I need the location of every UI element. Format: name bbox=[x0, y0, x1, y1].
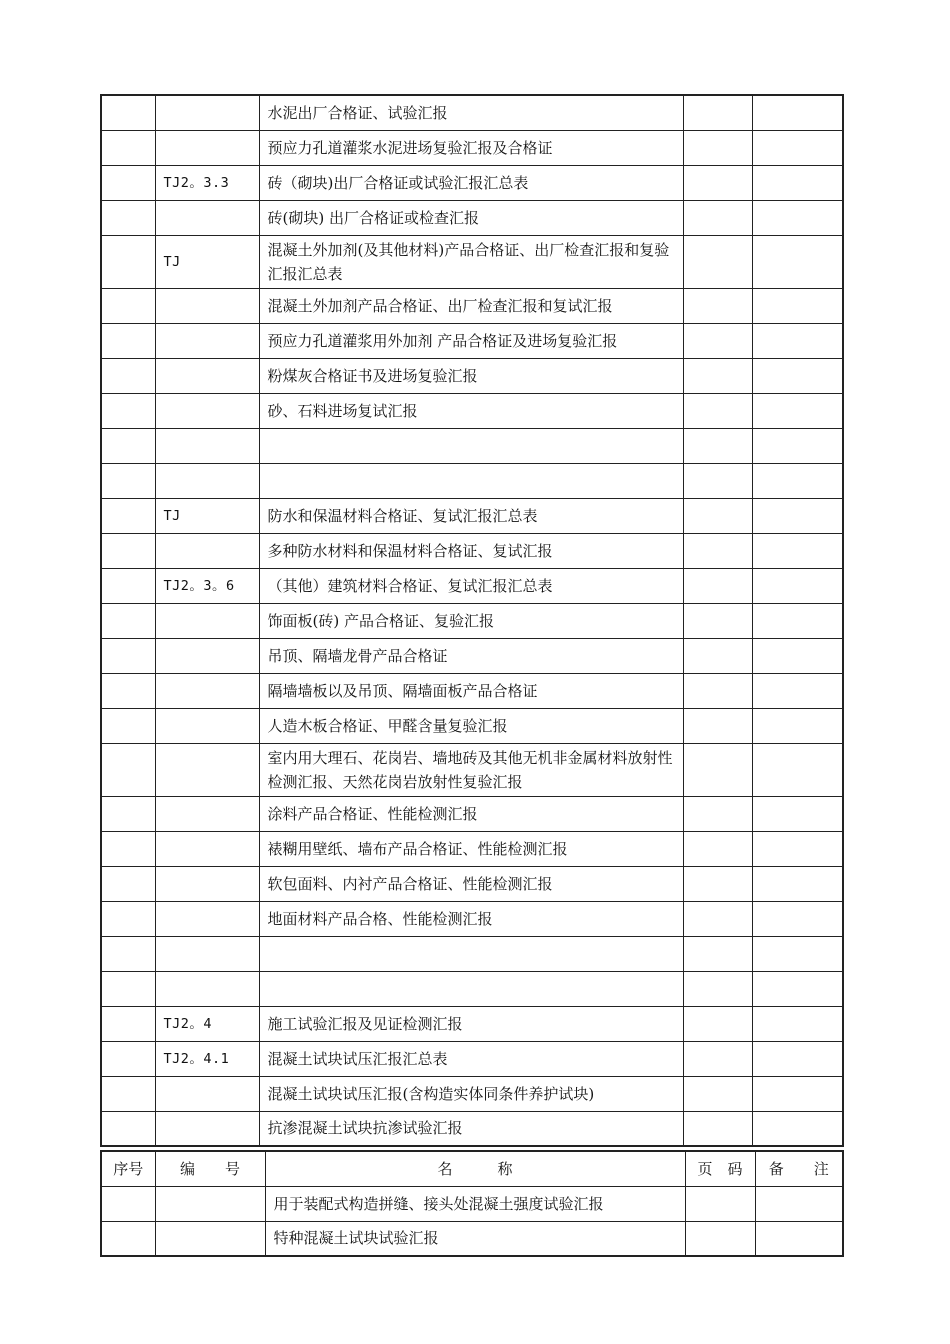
cell-name: 预应力孔道灌浆用外加剂 产品合格证及进场复验汇报 bbox=[259, 323, 683, 358]
cell-seq bbox=[101, 235, 155, 288]
cell-name: 多种防水材料和保温材料合格证、复试汇报 bbox=[259, 533, 683, 568]
table-row bbox=[101, 901, 843, 936]
table-row bbox=[101, 428, 843, 463]
cell-page bbox=[683, 165, 752, 200]
cell-code: TJ bbox=[155, 235, 259, 288]
table-row bbox=[101, 1006, 843, 1041]
cell-note bbox=[752, 1111, 843, 1146]
cell-code bbox=[155, 1076, 259, 1111]
cell-seq bbox=[101, 428, 155, 463]
cell-note bbox=[752, 708, 843, 743]
cell-code bbox=[155, 603, 259, 638]
cell-name bbox=[259, 463, 683, 498]
header-code: 编 号 bbox=[155, 1151, 265, 1186]
cell-seq bbox=[101, 568, 155, 603]
cell-page bbox=[683, 936, 752, 971]
cell-note bbox=[752, 1076, 843, 1111]
table-row bbox=[101, 533, 843, 568]
table-row bbox=[101, 288, 843, 323]
cell-note bbox=[752, 638, 843, 673]
cell-note bbox=[755, 1221, 843, 1256]
cell-code bbox=[155, 971, 259, 1006]
cell-page bbox=[683, 95, 752, 130]
table-row bbox=[101, 1186, 843, 1221]
cell-note bbox=[752, 428, 843, 463]
cell-code: TJ bbox=[155, 498, 259, 533]
table-row bbox=[101, 743, 843, 796]
cell-note bbox=[752, 936, 843, 971]
cell-code bbox=[155, 673, 259, 708]
cell-page bbox=[683, 463, 752, 498]
cell-code bbox=[155, 1186, 265, 1221]
cell-name: 预应力孔道灌浆水泥进场复验汇报及合格证 bbox=[259, 130, 683, 165]
cell-note bbox=[752, 901, 843, 936]
cell-name: 混凝土外加剂产品合格证、出厂检查汇报和复试汇报 bbox=[259, 288, 683, 323]
cell-code bbox=[155, 743, 259, 796]
cell-note bbox=[752, 200, 843, 235]
cell-name: 施工试验汇报及见证检测汇报 bbox=[259, 1006, 683, 1041]
cell-name bbox=[259, 428, 683, 463]
cell-note bbox=[755, 1186, 843, 1221]
cell-code: TJ2。3.3 bbox=[155, 165, 259, 200]
cell-note bbox=[752, 95, 843, 130]
cell-page bbox=[683, 673, 752, 708]
cell-name bbox=[259, 936, 683, 971]
cell-page bbox=[683, 533, 752, 568]
cell-note bbox=[752, 463, 843, 498]
cell-page bbox=[683, 1076, 752, 1111]
cell-code bbox=[155, 638, 259, 673]
table-row bbox=[101, 95, 843, 130]
cell-name: 饰面板(砖) 产品合格证、复验汇报 bbox=[259, 603, 683, 638]
archive-index-table-bottom bbox=[100, 1150, 844, 1257]
cell-code bbox=[155, 831, 259, 866]
cell-name: 吊顶、隔墙龙骨产品合格证 bbox=[259, 638, 683, 673]
cell-note bbox=[752, 498, 843, 533]
cell-page bbox=[683, 358, 752, 393]
table-row bbox=[101, 1111, 843, 1146]
cell-seq bbox=[101, 936, 155, 971]
cell-code bbox=[155, 796, 259, 831]
cell-note bbox=[752, 568, 843, 603]
cell-seq bbox=[101, 866, 155, 901]
cell-page bbox=[683, 428, 752, 463]
cell-seq bbox=[101, 743, 155, 796]
cell-code: TJ2。4 bbox=[155, 1006, 259, 1041]
cell-page bbox=[683, 1041, 752, 1076]
header-name: 名 称 bbox=[265, 1151, 685, 1186]
cell-name: （其他）建筑材料合格证、复试汇报汇总表 bbox=[259, 568, 683, 603]
cell-seq bbox=[101, 200, 155, 235]
cell-page bbox=[685, 1221, 755, 1256]
table-row bbox=[101, 1076, 843, 1111]
table-row bbox=[101, 638, 843, 673]
archive-index-table-top bbox=[100, 94, 844, 1147]
table-row bbox=[101, 130, 843, 165]
cell-name: 砂、石料进场复试汇报 bbox=[259, 393, 683, 428]
cell-seq bbox=[101, 971, 155, 1006]
cell-seq bbox=[101, 1221, 155, 1256]
cell-seq bbox=[101, 130, 155, 165]
table-row bbox=[101, 866, 843, 901]
cell-note bbox=[752, 673, 843, 708]
cell-seq bbox=[101, 673, 155, 708]
cell-seq bbox=[101, 796, 155, 831]
cell-page bbox=[683, 235, 752, 288]
table-row bbox=[101, 498, 843, 533]
document-page bbox=[100, 94, 842, 1147]
cell-note bbox=[752, 831, 843, 866]
cell-note bbox=[752, 358, 843, 393]
table-row bbox=[101, 463, 843, 498]
cell-seq bbox=[101, 288, 155, 323]
cell-page bbox=[683, 200, 752, 235]
cell-page bbox=[683, 796, 752, 831]
cell-note bbox=[752, 743, 843, 796]
cell-page bbox=[683, 831, 752, 866]
cell-seq bbox=[101, 533, 155, 568]
cell-name: 地面材料产品合格、性能检测汇报 bbox=[259, 901, 683, 936]
cell-name: 水泥出厂合格证、试验汇报 bbox=[259, 95, 683, 130]
cell-code bbox=[155, 1111, 259, 1146]
cell-page bbox=[683, 971, 752, 1006]
cell-page bbox=[685, 1186, 755, 1221]
table-header-row bbox=[101, 1151, 843, 1186]
cell-page bbox=[683, 130, 752, 165]
table-row bbox=[101, 673, 843, 708]
cell-code: TJ2。3。6 bbox=[155, 568, 259, 603]
cell-name: 软包面料、内衬产品合格证、性能检测汇报 bbox=[259, 866, 683, 901]
cell-seq bbox=[101, 1111, 155, 1146]
cell-name: 抗渗混凝土试块抗渗试验汇报 bbox=[259, 1111, 683, 1146]
cell-seq bbox=[101, 1186, 155, 1221]
cell-note bbox=[752, 533, 843, 568]
cell-code bbox=[155, 393, 259, 428]
cell-seq bbox=[101, 1041, 155, 1076]
header-seq: 序号 bbox=[101, 1151, 155, 1186]
header-page: 页 码 bbox=[685, 1151, 755, 1186]
cell-note bbox=[752, 866, 843, 901]
table-row bbox=[101, 971, 843, 1006]
cell-seq bbox=[101, 708, 155, 743]
cell-seq bbox=[101, 638, 155, 673]
cell-name: 室内用大理石、花岗岩、墙地砖及其他无机非金属材料放射性检测汇报、天然花岗岩放射性复验汇报 bbox=[259, 743, 683, 796]
cell-name: 防水和保温材料合格证、复试汇报汇总表 bbox=[259, 498, 683, 533]
cell-page bbox=[683, 866, 752, 901]
cell-seq bbox=[101, 95, 155, 130]
cell-name: 粉煤灰合格证书及进场复验汇报 bbox=[259, 358, 683, 393]
cell-name bbox=[259, 971, 683, 1006]
table-row bbox=[101, 358, 843, 393]
cell-name: 砖(砌块) 出厂合格证或检查汇报 bbox=[259, 200, 683, 235]
cell-seq bbox=[101, 165, 155, 200]
cell-seq bbox=[101, 1076, 155, 1111]
cell-page bbox=[683, 708, 752, 743]
table-row bbox=[101, 165, 843, 200]
cell-code bbox=[155, 533, 259, 568]
cell-code bbox=[155, 866, 259, 901]
cell-code bbox=[155, 428, 259, 463]
cell-note bbox=[752, 796, 843, 831]
cell-page bbox=[683, 901, 752, 936]
cell-page bbox=[683, 568, 752, 603]
cell-page bbox=[683, 288, 752, 323]
table-row bbox=[101, 200, 843, 235]
cell-code: TJ2。4.1 bbox=[155, 1041, 259, 1076]
cell-page bbox=[683, 603, 752, 638]
cell-seq bbox=[101, 901, 155, 936]
cell-note bbox=[752, 130, 843, 165]
cell-page bbox=[683, 1111, 752, 1146]
cell-seq bbox=[101, 831, 155, 866]
cell-note bbox=[752, 393, 843, 428]
header-note: 备 注 bbox=[755, 1151, 843, 1186]
cell-seq bbox=[101, 603, 155, 638]
cell-page bbox=[683, 498, 752, 533]
cell-code bbox=[155, 463, 259, 498]
cell-code bbox=[155, 323, 259, 358]
cell-code bbox=[155, 130, 259, 165]
cell-name: 混凝土试块试压汇报汇总表 bbox=[259, 1041, 683, 1076]
cell-code bbox=[155, 358, 259, 393]
cell-name: 混凝土试块试压汇报(含构造实体同条件养护试块) bbox=[259, 1076, 683, 1111]
cell-name: 人造木板合格证、甲醛含量复验汇报 bbox=[259, 708, 683, 743]
cell-note bbox=[752, 603, 843, 638]
cell-seq bbox=[101, 323, 155, 358]
cell-name: 特种混凝土试块试验汇报 bbox=[265, 1221, 685, 1256]
cell-note bbox=[752, 323, 843, 358]
cell-seq bbox=[101, 393, 155, 428]
cell-seq bbox=[101, 1006, 155, 1041]
cell-code bbox=[155, 95, 259, 130]
cell-name: 裱糊用壁纸、墙布产品合格证、性能检测汇报 bbox=[259, 831, 683, 866]
cell-note bbox=[752, 235, 843, 288]
cell-note bbox=[752, 165, 843, 200]
cell-name: 混凝土外加剂(及其他材料)产品合格证、出厂检查汇报和复验汇报汇总表 bbox=[259, 235, 683, 288]
table-row bbox=[101, 796, 843, 831]
table-row bbox=[101, 568, 843, 603]
cell-code bbox=[155, 901, 259, 936]
table-row bbox=[101, 235, 843, 288]
table-row bbox=[101, 1221, 843, 1256]
cell-name: 用于装配式构造拼缝、接头处混凝土强度试验汇报 bbox=[265, 1186, 685, 1221]
cell-note bbox=[752, 971, 843, 1006]
cell-seq bbox=[101, 498, 155, 533]
cell-note bbox=[752, 1006, 843, 1041]
cell-code bbox=[155, 288, 259, 323]
document-page-bottom bbox=[100, 1150, 842, 1257]
cell-note bbox=[752, 288, 843, 323]
cell-page bbox=[683, 393, 752, 428]
cell-seq bbox=[101, 463, 155, 498]
cell-page bbox=[683, 1006, 752, 1041]
cell-note bbox=[752, 1041, 843, 1076]
table-row bbox=[101, 936, 843, 971]
cell-code bbox=[155, 1221, 265, 1256]
cell-page bbox=[683, 743, 752, 796]
cell-name: 隔墙墙板以及吊顶、隔墙面板产品合格证 bbox=[259, 673, 683, 708]
cell-code bbox=[155, 936, 259, 971]
table-row bbox=[101, 323, 843, 358]
cell-seq bbox=[101, 358, 155, 393]
table-row bbox=[101, 831, 843, 866]
table-row bbox=[101, 603, 843, 638]
cell-name: 砖（砌块)出厂合格证或试验汇报汇总表 bbox=[259, 165, 683, 200]
cell-page bbox=[683, 323, 752, 358]
table-row bbox=[101, 1041, 843, 1076]
cell-name: 涂料产品合格证、性能检测汇报 bbox=[259, 796, 683, 831]
cell-code bbox=[155, 200, 259, 235]
table-row bbox=[101, 393, 843, 428]
cell-page bbox=[683, 638, 752, 673]
table-row bbox=[101, 708, 843, 743]
cell-code bbox=[155, 708, 259, 743]
